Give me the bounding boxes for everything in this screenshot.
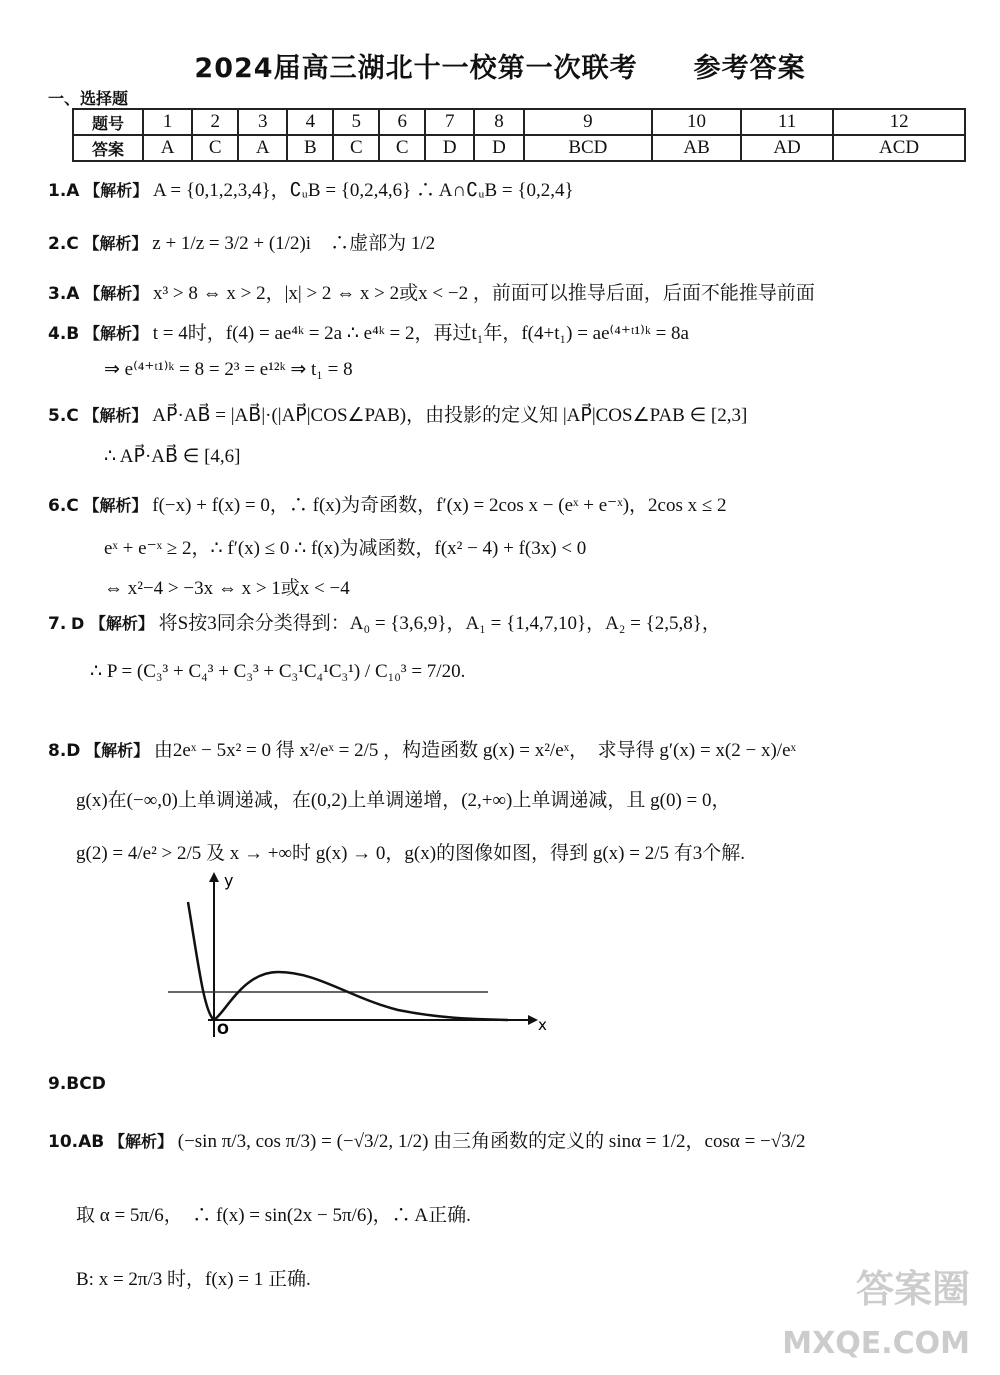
- solution-10-continued-2: B: x = 2π/3 时，f(x) = 1 正确.: [76, 1269, 311, 1290]
- table-cell: 10: [652, 109, 741, 135]
- solution-text: AP⃗·AB⃗ = |AB⃗|·(|AP⃗|COS∠PAB)，由投影的定义知 |AP⃗|COS∠PAB ∈ [2,3]: [152, 405, 748, 426]
- solution-8-continued: g(x)在(−∞,0)上单调递减，在(0,2)上单调递增，(2,+∞)上单调递减，且 g(0) = 0，: [76, 790, 731, 811]
- solution-number: 6.C: [48, 496, 79, 516]
- solution-text: f(−x) + f(x) = 0，∴ f(x)为奇函数，f′(x) = 2cos x − (eˣ + e⁻ˣ)，2cos x ≤ 2: [152, 495, 727, 516]
- solution-6-continued-2: ⇔ x²−4 > −3x ⇔ x > 1或x < −4: [104, 578, 350, 599]
- solution-tag: 【解析】: [83, 496, 148, 515]
- solution-number: 5.C: [48, 406, 79, 426]
- table-cell: C: [379, 135, 425, 161]
- solution-tag: 【解析】: [83, 234, 148, 253]
- solution-number: 3.A: [48, 284, 80, 304]
- x-axis-label: x: [538, 1016, 547, 1034]
- solution-1: [48, 175, 574, 202]
- table-cell: BCD: [524, 135, 653, 161]
- solution-tag: 【解析】: [84, 181, 149, 200]
- table-cell: D: [474, 135, 523, 161]
- solution-7: [48, 608, 721, 635]
- curve: [188, 902, 508, 1020]
- solution-number: 10.AB: [48, 1132, 105, 1152]
- solution-8-continued-2: g(2) = 4/e² > 2/5 及 x → +∞时 g(x) → 0，g(x)的图像如图，得到 g(x) = 2/5 有3个解.: [76, 843, 745, 864]
- table-header-number: 题号: [73, 109, 143, 135]
- table-cell: A: [238, 135, 287, 161]
- table-cell: 4: [287, 109, 333, 135]
- x-axis-arrow-icon: [528, 1015, 538, 1025]
- watermark-url: MXQE.COM: [782, 1326, 970, 1361]
- solution-5: [48, 400, 747, 427]
- table-row-numbers: [73, 109, 965, 135]
- table-cell: ACD: [833, 135, 965, 161]
- table-cell: D: [425, 135, 474, 161]
- table-cell: C: [333, 135, 379, 161]
- solution-number: 1.A: [48, 181, 80, 201]
- table-cell: A: [143, 135, 192, 161]
- table-row-answers: [73, 135, 965, 161]
- table-cell: AB: [652, 135, 741, 161]
- solution-9: [48, 1073, 106, 1095]
- y-axis-label: y: [224, 872, 234, 890]
- solution-2: [48, 228, 435, 255]
- table-cell: 12: [833, 109, 965, 135]
- table-cell: 5: [333, 109, 379, 135]
- solution-text: z + 1/z = 3/2 + (1/2)i ∴虚部为 1/2: [152, 233, 436, 254]
- solution-text: x³ > 8 ⇔ x > 2，|x| > 2 ⇔ x > 2或x < −2 ，前面可以推导后面，后面不能推导前面: [152, 283, 815, 304]
- solution-tag: 【解析】: [108, 1132, 173, 1151]
- table-cell: AD: [741, 135, 833, 161]
- table-cell: 11: [741, 109, 833, 135]
- table-cell: 2: [192, 109, 238, 135]
- solution-text: t = 4时，f(4) = ae⁴ᵏ = 2a ∴ e⁴ᵏ = 2，再过t₁年，f(4+t₁) = ae⁽⁴⁺ᵗ¹⁾ᵏ = 8a: [152, 323, 689, 344]
- table-cell: C: [192, 135, 238, 161]
- table-cell: 8: [474, 109, 523, 135]
- solution-number: 4.B: [48, 324, 80, 344]
- origin-label: O: [217, 1022, 229, 1038]
- solution-4: [48, 318, 689, 345]
- solution-tag: 【解析】: [83, 406, 148, 425]
- solution-text: 由2eˣ − 5x² = 0 得 x²/eˣ = 2/5 ，构造函数 g(x) = x²/eˣ， 求导得 g′(x) = x(2 − x)/eˣ: [153, 740, 796, 761]
- table-cell: 1: [143, 109, 192, 135]
- solution-number: 7.: [48, 614, 67, 634]
- solution-tag: D 【解析】: [71, 614, 154, 633]
- solution-4-continued: ⇒ e⁽⁴⁺ᵗ¹⁾ᵏ = 8 = 2³ = e¹²ᵏ ⇒ t₁ = 8: [104, 359, 353, 380]
- y-axis-arrow-icon: [209, 872, 219, 882]
- solution-number: 8.D: [48, 741, 81, 761]
- solution-7-continued: ∴ P = (C₃³ + C₄³ + C₃³ + C₃¹C₄¹C₃¹) / C₁₀³ = 7/20.: [90, 661, 466, 682]
- solution-3: [48, 278, 815, 305]
- solution-text: (−sin π/3, cos π/3) = (−√3/2, 1/2) 由三角函数的定义的 sinα = 1/2，cosα = −√3/2: [177, 1131, 806, 1152]
- answer-table: [72, 108, 966, 162]
- table-cell: 9: [524, 109, 653, 135]
- solution-5-continued: ∴ AP⃗·AB⃗ ∈ [4,6]: [104, 446, 241, 467]
- table-cell: 6: [379, 109, 425, 135]
- solution-tag: 【解析】: [85, 741, 150, 760]
- solution-text: 将S按3同余分类得到：A₀ = {3,6,9}，A₁ = {1,4,7,10}，A₂ = {2,5,8}，: [158, 613, 721, 634]
- table-cell: 7: [425, 109, 474, 135]
- solution-tag: 【解析】: [84, 284, 149, 303]
- solution-number: 2.C: [48, 234, 79, 254]
- solution-8: [48, 735, 796, 762]
- solution-6-continued: eˣ + e⁻ˣ ≥ 2，∴ f′(x) ≤ 0 ∴ f(x)为减函数，f(x² − 4) + f(3x) < 0: [104, 538, 587, 559]
- section-heading: 一、选择题: [48, 89, 129, 108]
- function-graph: [168, 872, 558, 1042]
- page-title: 2024届高三湖北十一校第一次联考 参考答案: [194, 53, 806, 84]
- table-header-answer: 答案: [73, 135, 143, 161]
- solution-10-continued: 取 α = 5π/6， ∴ f(x) = sin(2x − 5π/6)，∴ A正确.: [76, 1205, 471, 1226]
- solution-10: [48, 1126, 805, 1153]
- solution-text: A = {0,1,2,3,4}，∁ᵤB = {0,2,4,6} ∴ A∩∁ᵤB = {0,2,4}: [152, 180, 574, 201]
- solution-number: 9.BCD: [48, 1074, 106, 1094]
- table-cell: 3: [238, 109, 287, 135]
- watermark-logo: 答案圈: [855, 1267, 970, 1311]
- solution-tag: 【解析】: [84, 324, 149, 343]
- table-cell: B: [287, 135, 333, 161]
- solution-6: [48, 490, 727, 517]
